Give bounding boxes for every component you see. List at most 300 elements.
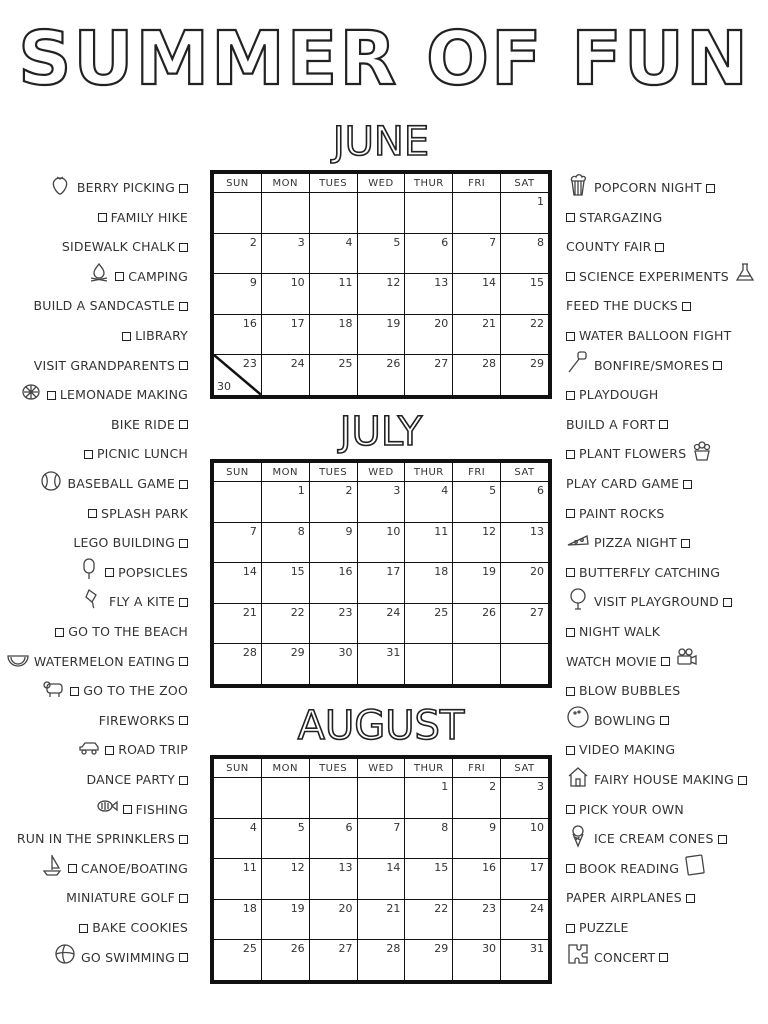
activity-checkbox[interactable] xyxy=(179,657,188,666)
calendar-day-cell xyxy=(309,644,357,685)
day-number: 27 xyxy=(338,942,353,956)
calendar-week-row xyxy=(214,482,549,523)
right-activity-item xyxy=(566,325,760,347)
activity-label: BIKE RIDE xyxy=(110,416,175,432)
activity-label: BLOW BUBBLES xyxy=(579,683,681,699)
day-number: 24 xyxy=(386,605,401,619)
day-number: 3 xyxy=(537,780,544,793)
activity-label: BASEBALL GAME xyxy=(67,476,175,491)
activity-checkbox[interactable] xyxy=(68,864,77,873)
day-number: 16 xyxy=(338,565,353,579)
calendar-day-cell xyxy=(357,355,405,396)
activity-label: COUNTY FAIR xyxy=(566,239,652,255)
activity-checkbox[interactable] xyxy=(179,776,188,785)
activity-checkbox[interactable] xyxy=(566,628,575,637)
activity-label: PIZZA NIGHT xyxy=(594,535,677,551)
activity-label: PLAY CARD GAME xyxy=(566,476,680,491)
calendar-day-cell xyxy=(357,563,405,604)
calendar-day-cell xyxy=(214,778,262,819)
strawberry-icon xyxy=(49,173,73,204)
activity-label: BONFIRE/SMORES xyxy=(594,357,710,373)
calendar-day-cell xyxy=(501,859,549,900)
calendar-day-cell xyxy=(214,482,262,523)
activity-checkbox[interactable] xyxy=(179,480,188,489)
calendar-day-cell xyxy=(405,355,453,396)
calendar-day-cell xyxy=(214,314,262,355)
day-number: 30 xyxy=(338,646,353,660)
day-number: 12 xyxy=(482,524,497,538)
activity-checkbox[interactable] xyxy=(566,805,575,814)
right-activity-item xyxy=(566,887,760,909)
activity-checkbox[interactable] xyxy=(566,746,575,755)
activity-checkbox[interactable] xyxy=(105,746,114,755)
day-number: 23 xyxy=(242,357,257,371)
day-number: 16 xyxy=(482,861,497,875)
calendar-day-cell xyxy=(214,193,262,234)
right-activity-item xyxy=(566,562,760,584)
popsicle-icon xyxy=(77,557,101,588)
calendar-day-cell xyxy=(405,940,453,981)
calendar-day-cell xyxy=(453,603,501,644)
calendar-day-cell xyxy=(453,818,501,859)
day-number: 20 xyxy=(338,901,353,915)
activity-checkbox[interactable] xyxy=(566,213,575,222)
tree-icon xyxy=(566,587,590,618)
left-activity-item xyxy=(10,266,188,288)
calendar-day-cell xyxy=(309,233,357,274)
activity-checkbox[interactable] xyxy=(738,776,747,785)
day-number: 15 xyxy=(434,861,449,875)
calendar-grid-july xyxy=(213,462,549,685)
day-number: 11 xyxy=(338,276,353,290)
calendar-day-cell xyxy=(261,644,309,685)
calendar-grid-august xyxy=(213,758,549,981)
activity-label: GO TO THE ZOO xyxy=(83,683,188,699)
calendar-day-cell xyxy=(357,482,405,523)
activity-label: POPSICLES xyxy=(118,564,188,580)
calendar-day-cell xyxy=(357,778,405,819)
day-number: 4 xyxy=(441,484,449,497)
activity-label: DANCE PARTY xyxy=(86,772,175,787)
activity-checkbox[interactable] xyxy=(179,539,188,548)
weekday-header: MON xyxy=(261,463,309,482)
calendar-day-cell xyxy=(309,818,357,859)
activity-checkbox[interactable] xyxy=(686,894,695,903)
calendar-day-cell xyxy=(357,274,405,315)
day-number: 23 xyxy=(482,901,497,915)
activity-label: GO TO THE BEACH xyxy=(68,624,188,639)
calendar-day-cell xyxy=(501,314,549,355)
calendar-day-cell xyxy=(309,482,357,523)
weekday-header: THUR xyxy=(405,463,453,482)
activity-checkbox[interactable] xyxy=(718,835,727,844)
calendar-day-cell xyxy=(309,940,357,981)
activity-label: FISHING xyxy=(135,801,188,817)
activity-checkbox[interactable] xyxy=(723,598,732,607)
day-number: 14 xyxy=(386,861,401,875)
activity-checkbox[interactable] xyxy=(659,953,668,962)
left-activity-item xyxy=(10,532,188,554)
calendar-day-cell xyxy=(261,899,309,940)
calendar-day-cell xyxy=(261,355,309,396)
house-icon xyxy=(566,765,590,796)
bowling-ball-icon xyxy=(566,705,590,736)
day-number: 10 xyxy=(290,276,305,290)
activity-label: BERRY PICKING xyxy=(76,180,175,195)
activity-checkbox[interactable] xyxy=(566,332,575,341)
day-number: 26 xyxy=(290,942,305,956)
calendar-day-cell xyxy=(453,563,501,604)
day-number: 2 xyxy=(249,235,257,249)
calendar-day-cell xyxy=(501,193,549,234)
day-number: 1 xyxy=(441,780,449,793)
calendar-june xyxy=(210,170,552,399)
activity-checkbox[interactable] xyxy=(105,568,114,577)
weekday-header: TUES xyxy=(309,463,357,482)
calendar-day-cell xyxy=(309,193,357,234)
calendar-day-cell xyxy=(501,778,549,819)
calendar-day-cell xyxy=(501,233,549,274)
calendar-day-cell xyxy=(261,193,309,234)
calendar-day-cell xyxy=(453,778,501,819)
weekday-header: MON xyxy=(261,759,309,778)
activity-label: SCIENCE EXPERIMENTS xyxy=(579,268,729,284)
activity-checkbox[interactable] xyxy=(88,509,97,518)
day-number: 27 xyxy=(434,357,449,371)
day-number: 31 xyxy=(530,942,544,956)
activity-checkbox[interactable] xyxy=(122,332,131,341)
activity-checkbox[interactable] xyxy=(706,184,715,193)
left-activity-item xyxy=(10,355,188,377)
activity-checkbox[interactable] xyxy=(566,864,575,873)
right-activity-item xyxy=(566,473,760,495)
flask-icon xyxy=(733,261,757,292)
day-number: 27 xyxy=(530,605,544,619)
right-activity-item xyxy=(566,236,760,258)
day-number: 28 xyxy=(242,646,257,660)
calendar-week-row xyxy=(214,314,549,355)
day-number: 12 xyxy=(386,276,401,290)
left-activity-item xyxy=(10,562,188,584)
activity-checkbox[interactable] xyxy=(661,657,670,666)
activity-checkbox[interactable] xyxy=(655,243,664,252)
fish-icon xyxy=(95,794,119,825)
activity-label: WATCH MOVIE xyxy=(566,653,658,669)
flower-pot-icon xyxy=(690,439,714,470)
activity-label: VISIT PLAYGROUND xyxy=(594,594,720,610)
calendar-day-cell xyxy=(261,940,309,981)
calendar-july xyxy=(210,459,552,688)
day-number: 29 xyxy=(434,942,449,956)
left-activity-item xyxy=(10,325,188,347)
puzzle-icon xyxy=(566,942,590,973)
activity-checkbox[interactable] xyxy=(79,924,88,933)
day-number: 21 xyxy=(482,316,497,330)
right-activity-item xyxy=(566,621,760,643)
weekday-header: SUN xyxy=(214,463,262,482)
activity-checkbox[interactable] xyxy=(84,450,93,459)
right-activity-item xyxy=(566,828,760,850)
calendar-day-cell xyxy=(309,522,357,563)
activity-label: SPLASH PARK xyxy=(101,505,188,521)
calendar-day-cell xyxy=(309,563,357,604)
calendar-day-cell xyxy=(357,314,405,355)
calendar-day-cell xyxy=(453,859,501,900)
calendar-week-row xyxy=(214,233,549,274)
month-title-august: AUGUST xyxy=(297,703,465,749)
left-activity-item xyxy=(10,236,188,258)
day-number: 11 xyxy=(242,861,257,875)
activity-label: LEGO BUILDING xyxy=(73,535,175,551)
right-activity-item xyxy=(566,177,760,199)
activity-checkbox[interactable] xyxy=(179,243,188,252)
weekday-header: SAT xyxy=(501,174,549,193)
calendar-day-cell xyxy=(453,940,501,981)
page-title: SUMMER OF FUN xyxy=(18,16,750,102)
lemon-icon xyxy=(19,380,43,411)
cow-icon xyxy=(42,676,66,707)
calendar-day-cell xyxy=(453,314,501,355)
activity-checkbox[interactable] xyxy=(713,361,722,370)
day-number: 25 xyxy=(338,357,353,371)
activity-checkbox[interactable] xyxy=(179,894,188,903)
day-number: 28 xyxy=(482,357,497,371)
left-activity-item xyxy=(10,443,188,465)
activity-label: PAINT ROCKS xyxy=(579,505,665,521)
calendar-day-cell xyxy=(501,899,549,940)
calendar-week-row xyxy=(214,778,549,819)
weekday-header: FRI xyxy=(453,174,501,193)
calendar-day-cell xyxy=(261,274,309,315)
calendar-day-cell xyxy=(261,859,309,900)
calendar-day-cell xyxy=(261,482,309,523)
day-number: 3 xyxy=(393,484,401,497)
day-number: 31 xyxy=(386,646,401,660)
calendar-day-cell xyxy=(357,940,405,981)
right-activity-item xyxy=(566,266,760,288)
day-number: 25 xyxy=(242,942,257,956)
left-activity-item xyxy=(10,828,188,850)
day-number: 28 xyxy=(386,942,401,956)
day-number: 21 xyxy=(386,901,401,915)
activity-checkbox[interactable] xyxy=(566,272,575,281)
left-activity-item xyxy=(10,680,188,702)
calendar-day-cell xyxy=(357,644,405,685)
activity-checkbox[interactable] xyxy=(98,213,107,222)
calendar-day-cell xyxy=(501,563,549,604)
day-number: 6 xyxy=(537,484,544,497)
right-activity-item xyxy=(566,799,760,821)
calendar-week-row xyxy=(214,522,549,563)
calendar-day-cell xyxy=(453,355,501,396)
pizza-icon xyxy=(566,528,590,559)
activity-checkbox[interactable] xyxy=(681,539,690,548)
calendar-day-cell xyxy=(261,603,309,644)
weekday-header: TUES xyxy=(309,174,357,193)
day-number: 5 xyxy=(393,235,401,249)
left-activity-item xyxy=(10,503,188,525)
activity-checkbox[interactable] xyxy=(659,420,668,429)
calendar-day-cell xyxy=(405,563,453,604)
activity-checkbox[interactable] xyxy=(179,420,188,429)
activity-label: CANOE/BOATING xyxy=(80,860,188,876)
calendar-week-row xyxy=(214,274,549,315)
day-number: 5 xyxy=(489,484,497,497)
day-number: 13 xyxy=(338,861,353,875)
activity-checkbox[interactable] xyxy=(566,391,575,400)
activity-checkbox[interactable] xyxy=(566,450,575,459)
left-activity-item xyxy=(10,207,188,229)
activity-checkbox[interactable] xyxy=(566,924,575,933)
activity-label: WATER BALLOON FIGHT xyxy=(579,328,732,343)
activity-checkbox[interactable] xyxy=(566,509,575,518)
activity-label: BOOK READING xyxy=(579,860,680,876)
weekday-header: FRI xyxy=(453,759,501,778)
calendar-august xyxy=(210,755,552,984)
calendar-day-cell xyxy=(501,274,549,315)
activity-label: PICK YOUR OWN xyxy=(579,801,684,817)
activity-checkbox[interactable] xyxy=(47,391,56,400)
calendar-day-cell xyxy=(453,899,501,940)
calendar-day-cell xyxy=(309,778,357,819)
activity-label: FEED THE DUCKS xyxy=(566,298,678,314)
left-activity-item xyxy=(10,621,188,643)
day-number: 29 xyxy=(290,646,305,660)
calendar-day-cell xyxy=(261,778,309,819)
watermelon-icon xyxy=(6,646,30,677)
calendar-day-cell xyxy=(453,522,501,563)
day-number: 18 xyxy=(242,901,257,915)
calendar-day-cell xyxy=(453,233,501,274)
right-activity-item xyxy=(566,207,760,229)
calendar-day-cell xyxy=(214,940,262,981)
activity-checkbox[interactable] xyxy=(179,361,188,370)
calendar-day-cell xyxy=(405,314,453,355)
right-activity-item xyxy=(566,591,760,613)
calendar-day-cell xyxy=(501,522,549,563)
activity-checkbox[interactable] xyxy=(179,184,188,193)
day-number: 4 xyxy=(249,820,257,834)
activity-checkbox[interactable] xyxy=(179,953,188,962)
activity-checkbox[interactable] xyxy=(566,687,575,696)
day-number: 7 xyxy=(249,524,257,538)
day-number: 19 xyxy=(386,316,401,330)
weekday-header: WED xyxy=(357,759,405,778)
activity-checkbox[interactable] xyxy=(179,716,188,725)
calendar-day-cell xyxy=(309,603,357,644)
calendar-day-cell xyxy=(261,563,309,604)
calendar-day-cell xyxy=(405,603,453,644)
right-activity-item xyxy=(566,414,760,436)
calendar-day-cell xyxy=(261,314,309,355)
calendar-day-cell xyxy=(214,644,262,685)
day-number: 9 xyxy=(249,276,257,290)
activity-checkbox[interactable] xyxy=(179,598,188,607)
activity-label: CAMPING xyxy=(128,268,188,284)
activity-checkbox[interactable] xyxy=(123,805,132,814)
weekday-header: TUES xyxy=(309,759,357,778)
month-title-june: JUNE xyxy=(332,119,430,165)
day-number: 15 xyxy=(530,276,544,290)
activity-checkbox[interactable] xyxy=(70,687,79,696)
activity-label: WATERMELON EATING xyxy=(33,653,175,669)
popcorn-icon xyxy=(566,173,590,204)
weekday-header: SAT xyxy=(501,463,549,482)
month-title-july: JULY xyxy=(339,409,423,455)
calendar-week-row xyxy=(214,193,549,234)
day-number: 19 xyxy=(482,565,497,579)
activity-checkbox[interactable] xyxy=(660,716,669,725)
day-number: 14 xyxy=(242,565,257,579)
marshmallow-stick-icon xyxy=(566,350,590,381)
activity-label: NIGHT WALK xyxy=(579,624,661,639)
calendar-day-cell xyxy=(261,818,309,859)
day-number: 22 xyxy=(434,901,449,915)
day-number: 17 xyxy=(290,316,305,330)
sailboat-icon xyxy=(40,853,64,884)
activity-checkbox[interactable] xyxy=(179,302,188,311)
calendar-day-cell xyxy=(214,859,262,900)
day-number: 14 xyxy=(482,276,497,290)
left-activity-item xyxy=(10,591,188,613)
day-number: 6 xyxy=(345,820,353,834)
day-number: 17 xyxy=(530,861,544,875)
day-number: 30 xyxy=(217,380,231,393)
activity-label: BOWLING xyxy=(594,712,656,728)
left-activity-item xyxy=(10,414,188,436)
activity-label: BUILD A SANDCASTLE xyxy=(33,298,175,314)
calendar-day-cell xyxy=(405,193,453,234)
day-number: 8 xyxy=(441,820,449,834)
calendar-day-cell xyxy=(357,603,405,644)
calendar-day-cell xyxy=(261,522,309,563)
day-number: 1 xyxy=(537,195,544,208)
day-number: 16 xyxy=(242,316,257,330)
calendar-week-row xyxy=(214,940,549,981)
activity-checkbox[interactable] xyxy=(683,480,692,489)
activity-checkbox[interactable] xyxy=(179,835,188,844)
day-number: 19 xyxy=(290,901,305,915)
day-number: 29 xyxy=(530,357,544,371)
activity-label: PICNIC LUNCH xyxy=(96,446,188,462)
day-number: 17 xyxy=(386,565,401,579)
calendar-day-cell xyxy=(405,778,453,819)
day-number: 9 xyxy=(345,524,353,538)
activity-label: FIREWORKS xyxy=(98,712,175,728)
day-number: 7 xyxy=(489,235,497,249)
activity-checkbox[interactable] xyxy=(682,302,691,311)
book-icon xyxy=(683,853,707,884)
right-activity-item xyxy=(566,384,760,406)
activity-checkbox[interactable] xyxy=(115,272,124,281)
left-activity-item xyxy=(10,739,188,761)
calendar-day-cell xyxy=(453,193,501,234)
calendar-week-row xyxy=(214,563,549,604)
right-activity-item xyxy=(566,532,760,554)
activity-label: VISIT GRANDPARENTS xyxy=(33,357,175,373)
calendar-day-cell xyxy=(309,899,357,940)
day-number: 6 xyxy=(441,235,449,249)
calendar-day-cell xyxy=(309,355,357,396)
activity-label: RUN IN THE SPRINKLERS xyxy=(16,831,175,847)
activity-checkbox[interactable] xyxy=(55,628,64,637)
activity-checkbox[interactable] xyxy=(566,568,575,577)
left-activity-item xyxy=(10,947,188,969)
left-activity-item xyxy=(10,799,188,821)
calendar-day-cell xyxy=(214,899,262,940)
calendar-day-cell xyxy=(405,899,453,940)
right-activity-item xyxy=(566,739,760,761)
